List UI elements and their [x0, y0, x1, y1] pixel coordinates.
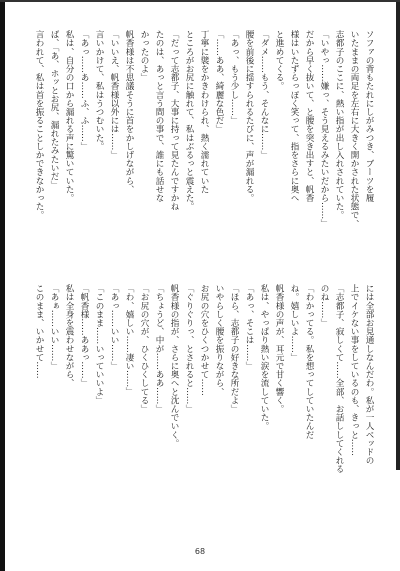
- text-column: 帆香様の声が、耳元で甘く響く。: [274, 284, 284, 413]
- text-column: 「志都子、寂しくて……全部、お話ししてくれる: [334, 284, 344, 474]
- text-column: 「あっ、そこは……」: [244, 284, 254, 370]
- text-column: ね。嬉しいよ……」: [289, 284, 299, 362]
- text-column: 「お尻の穴が、ひくひくしてる」: [139, 284, 149, 413]
- text-column: 志都子のここに、熱い指が出し入れされていた。: [334, 30, 344, 220]
- text-column: 「ダメ……もう、そんなに……」: [259, 30, 269, 159]
- text-column: 「このまま……いっていいよ」: [94, 284, 104, 405]
- text-column: 様はいたずらっぽく笑って、指をさらに奥へ: [289, 30, 299, 202]
- text-column: いたままの両足を左右に大きく開かされた状態で、: [349, 30, 359, 228]
- text-column: このまま、いかせて……: [34, 284, 44, 379]
- text-column: 「いいえ、帆香様以外には……」: [109, 30, 119, 159]
- text-column: かったのよ」: [139, 30, 149, 82]
- text-column: ば、「あ、ホッとお尻、漏れたみたいだ」: [49, 30, 59, 190]
- text-column: お尻の穴をひくつかせて……: [199, 284, 209, 396]
- text-column: 私は、やっぱり熱い涙を流していた。: [259, 284, 269, 431]
- text-column: には全部お見通しなんだわ。私が一人ベッドの: [364, 284, 374, 465]
- text-column: 言われて、私は首を振ることしかできなかった。: [34, 30, 44, 220]
- text-column: だから早く抜いて、と腰を突き出すと、帆香: [304, 30, 314, 202]
- text-column: 上でイケない事をしているのも、きっと……: [349, 284, 359, 456]
- upper-text-block: [30, 30, 376, 268]
- text-column: 「ぐりぐりっ、とされると……」: [184, 284, 194, 413]
- text-column: 「だって志都子、大事に持って見たんですかね: [169, 30, 179, 211]
- text-column: 丁寧に襞をかきわけられ、熱く濡れていた: [199, 30, 209, 194]
- text-column: 帆香様の指が、さらに奥へと沈んでいく。: [169, 284, 179, 448]
- text-column: 「いやっ……嫌っ、そう見えるみたいだから……」: [319, 30, 329, 228]
- text-column: 「わ、嬉しい……凄い……」: [124, 284, 134, 396]
- text-column: いやらしく腰を振りながら、: [214, 284, 224, 396]
- page-number: 68: [194, 547, 206, 556]
- scan-edge-left: [0, 0, 5, 571]
- text-column: 私は全身を震わせながら、: [64, 284, 74, 388]
- text-column: 「あっ、もう少し……」: [229, 30, 239, 125]
- lower-text-block: [30, 284, 376, 534]
- text-column: 「わかってる。私を想ってしていたんだ: [304, 284, 314, 439]
- text-column: たのは、あっと言う間の事で、誰にも話せな: [154, 30, 164, 202]
- text-column: ソファの背もたれにしがみつき、ブーツを履: [364, 30, 374, 202]
- text-column: 「あっ……あ……ふ、ふ……」: [79, 30, 89, 151]
- text-column: 私は、自分の口から漏れる声に驚いていた。: [64, 30, 74, 202]
- text-column: ところがお尻に触れて、私はぶるっと震えた。: [184, 30, 194, 211]
- text-column: 「……ああ、綺麗な色だ」: [214, 30, 224, 134]
- text-column: と進めてくる。: [274, 30, 284, 91]
- text-column: 「ほら、志都子の好きな所だよ」: [229, 284, 239, 413]
- scan-edge-right: [396, 0, 400, 470]
- text-column: 「あぁ……いい……」: [49, 284, 59, 370]
- text-column: のね……」: [319, 284, 329, 327]
- text-column: 帆香様は不思議そうに首をかしげながら、: [124, 30, 134, 194]
- text-column: 言いかけて、私はうつむいた。: [94, 30, 104, 151]
- text-column: 「あっ……いい……」: [109, 284, 119, 370]
- text-column: 「帆香様……ああっ……」: [79, 284, 89, 388]
- scan-edge-top: [0, 0, 400, 2]
- text-column: 腰を前後に揺すられるたびに、声が漏れる。: [244, 30, 254, 202]
- text-column: 「ちょうど、中が……ああ……」: [154, 284, 164, 413]
